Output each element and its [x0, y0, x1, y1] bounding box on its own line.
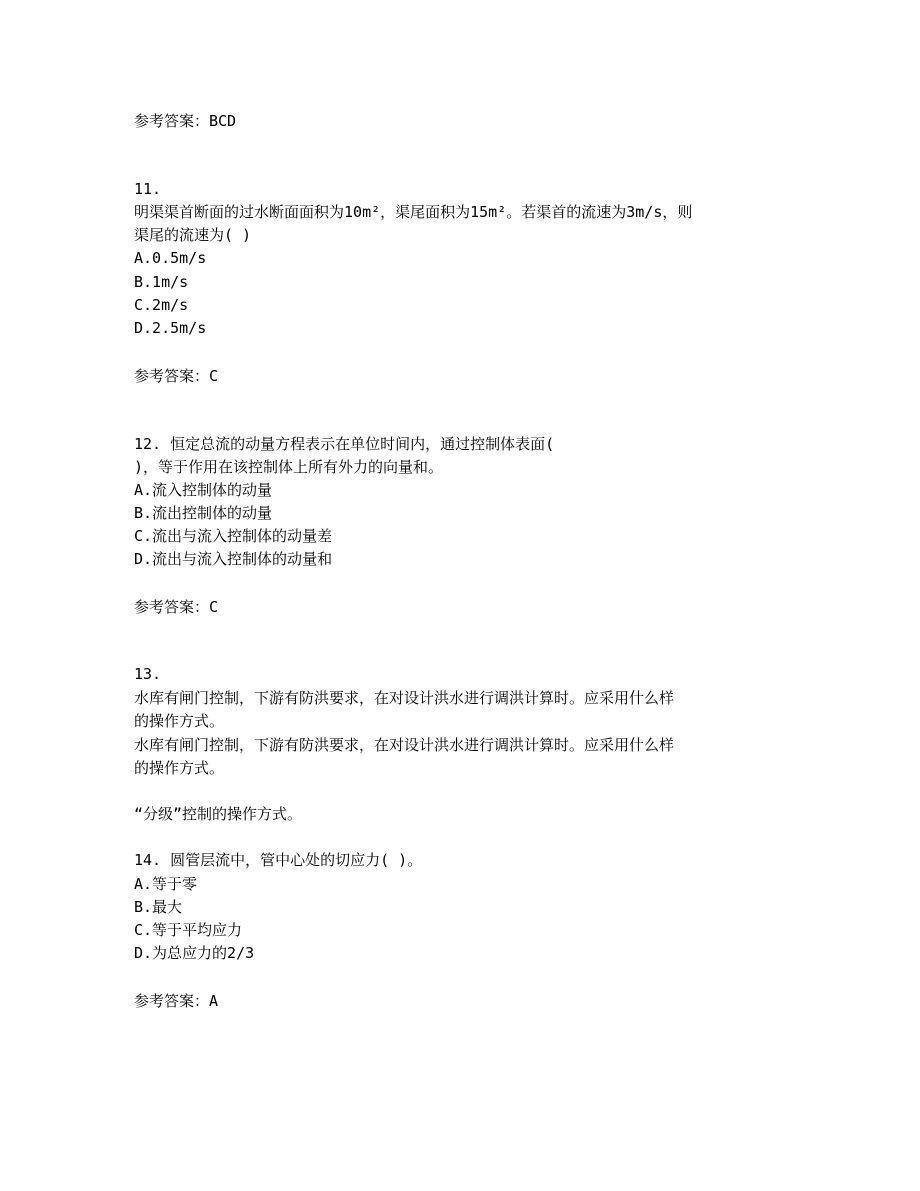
question-text: 的操作方式。: [134, 712, 225, 730]
question-text: 水库有闸门控制，下游有防洪要求，在对设计洪水进行调洪计算时。应采用什么样: [134, 689, 675, 707]
option-a: A.流入控制体的动量: [134, 481, 273, 499]
question-text: 渠尾的流速为( ): [134, 226, 252, 244]
question-text: 的操作方式。: [134, 759, 225, 777]
option-b: B.1m/s: [134, 273, 189, 291]
option-b: B.最大: [134, 898, 183, 916]
option-d: D.2.5m/s: [134, 319, 207, 337]
option-c: C.2m/s: [134, 296, 189, 314]
answer-line: 参考答案：C: [134, 367, 219, 385]
question-number: 11.: [134, 180, 162, 198]
answer-line: 参考答案：C: [134, 598, 219, 616]
question-text: 明渠渠首断面的过水断面面积为10m²，渠尾面积为15m²。若渠首的流速为3m/s，则: [134, 203, 693, 221]
option-c: C.等于平均应力: [134, 921, 243, 939]
option-b: B.流出控制体的动量: [134, 504, 273, 522]
question-text: )，等于作用在该控制体上所有外力的向量和。: [134, 458, 444, 476]
option-c: C.流出与流入控制体的动量差: [134, 527, 333, 545]
option-a: A.等于零: [134, 875, 198, 893]
option-d: D.为总应力的2/3: [134, 944, 255, 962]
question-text: 12. 恒定总流的动量方程表示在单位时间内，通过控制体表面(: [134, 435, 555, 453]
answer-line: 参考答案：A: [134, 992, 219, 1010]
option-d: D.流出与流入控制体的动量和: [134, 550, 333, 568]
answer-line: “分级”控制的操作方式。: [134, 805, 303, 823]
answer-line: 参考答案：BCD: [134, 112, 237, 130]
question-text: 14. 圆管层流中，管中心处的切应力( )。: [134, 851, 423, 869]
question-number: 13.: [134, 665, 162, 683]
option-a: A.0.5m/s: [134, 249, 207, 267]
question-text: 水库有闸门控制，下游有防洪要求，在对设计洪水进行调洪计算时。应采用什么样: [134, 736, 675, 754]
